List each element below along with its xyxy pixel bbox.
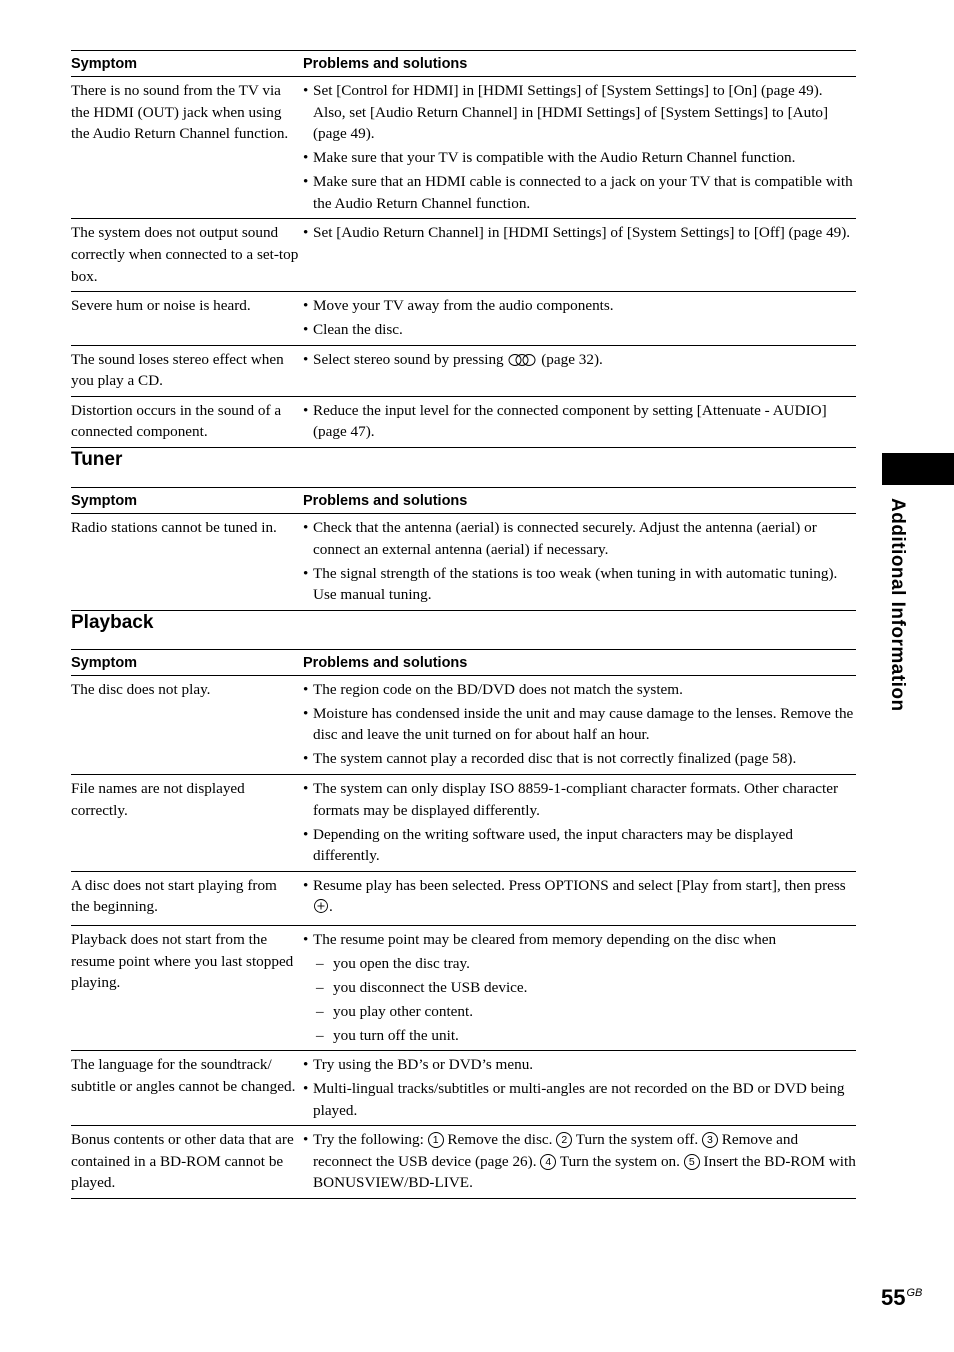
page-content xyxy=(71,50,856,1199)
table-row xyxy=(71,77,856,219)
solution-item: • Set [Control for HDMI] in [HDMI Settings] of [System Settings] to [On] (page 49). Also, set [Audio Return Channel] in [HDMI Settings] of [System Settings] to [Auto] (page 49). xyxy=(303,82,829,143)
sub-item: – you disconnect the USB device. xyxy=(316,978,528,996)
solution-item: • The region code on the BD/DVD does not match the system. xyxy=(303,680,683,698)
symptom-cell: A disc does not start playing from the beginning. xyxy=(71,871,303,925)
enter-button-icon xyxy=(313,898,329,921)
table-row xyxy=(71,396,856,447)
solution-item: • Depending on the writing software used, the input characters may be displayed differently. xyxy=(303,825,793,865)
solution-item: • Make sure that an HDMI cable is connected to a jack on your TV that is compatible with the Audio Return Channel function. xyxy=(303,173,853,212)
step-number-5: 5 xyxy=(684,1154,700,1170)
symptom-cell: The sound loses stereo effect when you play a CD. xyxy=(71,345,303,396)
solutions-cell xyxy=(303,871,856,925)
solution-item: • Move your TV away from the audio components. xyxy=(303,297,614,315)
table-row xyxy=(71,219,856,292)
solution-item: • The system cannot play a recorded disc that is not correctly finalized (page 58). xyxy=(303,750,797,768)
solution-item: • The resume point may be cleared from memory depending on the disc when – you open the disc tray. – you disconnect the USB device. – you play other content. – you turn off the unit. xyxy=(303,929,856,1046)
solutions-cell xyxy=(303,514,856,611)
solution-item: • Moisture has condensed inside the unit and may cause damage to the lenses. Remove the disc and leave the unit turned on for about half an hour. xyxy=(303,704,854,744)
solution-item: • Multi-lingual tracks/subtitles or multi-angles are not recorded on the BD or DVD being played. xyxy=(303,1080,845,1119)
symptom-cell: There is no sound from the TV via the HDMI (OUT) jack when using the Audio Return Channel function. xyxy=(71,77,303,219)
solutions-cell xyxy=(303,292,856,346)
solution-item: • Check that the antenna (aerial) is connected securely. Adjust the antenna (aerial) or connect an external antenna (aerial) if necessary. xyxy=(303,519,817,558)
table-header-row xyxy=(71,488,856,514)
table-row xyxy=(71,345,856,396)
tuner-troubleshooting-table xyxy=(71,487,856,611)
playback-section-title: Playback xyxy=(71,611,154,633)
table-row xyxy=(71,1051,856,1126)
symptom-cell: Distortion occurs in the sound of a connected component. xyxy=(71,396,303,447)
symptom-cell: Severe hum or noise is heard. xyxy=(71,292,303,346)
solutions-cell xyxy=(303,1126,856,1199)
solutions-cell xyxy=(303,925,856,1050)
solutions-cell xyxy=(303,219,856,292)
symptom-cell: The disc does not play. xyxy=(71,675,303,774)
symptom-header: Symptom xyxy=(71,51,303,77)
symptom-cell: Bonus contents or other data that are contained in a BD-ROM cannot be played. xyxy=(71,1126,303,1199)
table-row xyxy=(71,775,856,872)
sub-item: – you open the disc tray. xyxy=(316,954,470,972)
symptom-cell: File names are not displayed correctly. xyxy=(71,775,303,872)
table-row xyxy=(71,675,856,774)
symptom-cell: The language for the soundtrack/ subtitle or angles cannot be changed. xyxy=(71,1051,303,1126)
solution-item: • Set [Audio Return Channel] in [HDMI Settings] of [System Settings] to [Off] (page 49). xyxy=(303,224,851,242)
solutions-cell xyxy=(303,775,856,872)
solution-item: • The system can only display ISO 8859-1-compliant character formats. Other character formats may be displayed differently. xyxy=(303,780,839,819)
page-number: $55^{GB}$ xyxy=(881,1285,923,1310)
symptom-cell: Radio stations cannot be tuned in. xyxy=(71,514,303,611)
solutions-cell xyxy=(303,345,856,396)
table-row xyxy=(71,871,856,925)
step-number-4: 4 xyxy=(540,1154,556,1170)
sub-item: – you play other content. xyxy=(316,1002,474,1020)
step-number-3: 3 xyxy=(702,1132,718,1148)
page-number-suffix: GB xyxy=(906,1287,923,1299)
sound-troubleshooting-table xyxy=(71,50,856,448)
table-row xyxy=(71,292,856,346)
tuner-section-title: Tuner xyxy=(71,449,123,471)
table-header-row xyxy=(71,649,856,675)
playback-troubleshooting-table xyxy=(71,649,856,1199)
solutions-cell xyxy=(303,396,856,447)
solutions-cell xyxy=(303,77,856,219)
symptom-header: Symptom xyxy=(71,488,303,514)
solutions-header: Problems and solutions xyxy=(303,51,856,77)
solution-item: • Try using the BD’s or DVD’s menu. xyxy=(303,1056,534,1074)
section-tab-marker xyxy=(882,453,954,485)
solution-item: • Reduce the input level for the connected component by setting [Attenuate - AUDIO] (page 47). xyxy=(303,401,827,441)
solution-item: • Clean the disc. xyxy=(303,321,403,339)
sound-mode-button-icon xyxy=(507,352,537,374)
solution-item: • Make sure that your TV is compatible with the Audio Return Channel function. xyxy=(303,149,796,167)
solutions-cell xyxy=(303,1051,856,1126)
symptom-cell: The system does not output sound correctly when connected to a set-top box. xyxy=(71,219,303,292)
step-number-2: 2 xyxy=(556,1132,572,1148)
solutions-cell xyxy=(303,675,856,774)
table-row xyxy=(71,1126,856,1199)
solution-item: • Resume play has been selected. Press OPTIONS and select [Play from start], then press . xyxy=(303,875,856,921)
solutions-header: Problems and solutions xyxy=(303,649,856,675)
solution-item: • Select stereo sound by pressing (page 32). xyxy=(303,349,856,374)
table-header-row xyxy=(71,51,856,77)
table-row xyxy=(71,514,856,611)
solutions-header: Problems and solutions xyxy=(303,488,856,514)
symptom-cell: Playback does not start from the resume point where you last stopped playing. xyxy=(71,925,303,1050)
solution-item: • Try the following: 1 Remove the disc. 2 Turn the system off. 3 Remove and reconnect the USB device (page 26). 4 Turn the system on. 5 Insert the BD-ROM with BONUSVIEW/BD-LIVE. xyxy=(303,1131,856,1192)
table-row xyxy=(71,925,856,1050)
side-section-label: Additional Information xyxy=(887,498,908,712)
symptom-header: Symptom xyxy=(71,649,303,675)
step-number-1: 1 xyxy=(428,1132,444,1148)
solution-item: • The signal strength of the stations is too weak (when tuning in with automatic tuning). Use manual tuning. xyxy=(303,564,838,604)
sub-item: – you turn off the unit. xyxy=(316,1026,459,1044)
